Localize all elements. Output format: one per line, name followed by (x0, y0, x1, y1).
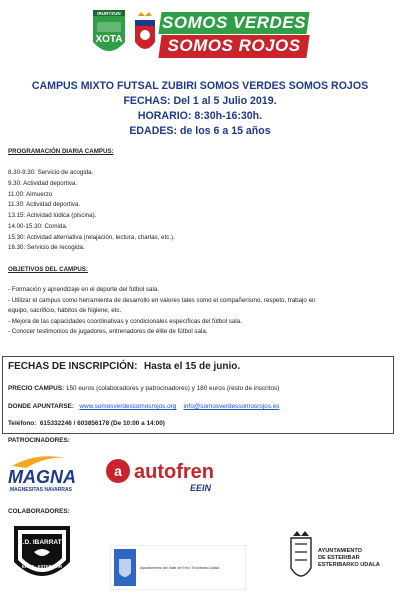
erro-text: Ayuntamiento del Valle de Erro / Erroibarko Udala (140, 566, 220, 570)
telefono-label: Teléfono: (8, 420, 37, 427)
programacion-item: 15.30: Actividad alternativa (relajación, lectura, charlas, etc.). (8, 234, 175, 241)
eein-text: EEIN (190, 483, 212, 493)
esteribar-text (318, 548, 380, 569)
objetivo-item: - Mejora de las capacidades coordinativas y condicionales específicas del fútbol sala. (8, 318, 242, 325)
colaboradores-heading: COLABORADORES: (8, 508, 70, 515)
telefono-text: 615332246 / 603856178 (De 10:00 a 14:00) (39, 420, 165, 427)
objetivo-item: equipo, sacrificio, hábitos de higiene, etc. (8, 307, 122, 314)
donde-label: DONDE APUNTARSE: (8, 403, 75, 410)
svg-text:a: a (114, 463, 122, 479)
precio-row (8, 385, 279, 392)
objetivo-item: - Conocer testimonios de jugadores, entrenadores de élite de fútbol sala. (8, 328, 208, 335)
programacion-item: 11.30: Actividad deportiva. (8, 201, 81, 208)
programacion-heading: PROGRAMACIÓN DIARIA CAMPUS: (8, 148, 114, 155)
xota-top-text: IRURTZUN (97, 11, 121, 16)
autofren-name: autofren (134, 461, 214, 483)
banner-top-text: SOMOS VERDES (162, 13, 306, 32)
esteribar-line1: AYUNTAMIENTO (318, 548, 363, 554)
objetivos-heading: OBJETIVOS DEL CAMPUS: (8, 266, 88, 273)
osasuna-crest-icon (133, 12, 157, 58)
horario-line: HORARIO: 8:30h-16:30h. (137, 110, 263, 122)
autofren-logo (104, 454, 234, 496)
objetivo-item: - Utilizar el campus como herramienta de desarrollo en valores tales como el compañerismo, respeto, trabajo en (8, 297, 316, 304)
edades-line: EDADES: de los 6 a 15 años (129, 125, 271, 137)
erro-ayuntamiento-logo (110, 545, 246, 590)
banner-bottom-text: SOMOS ROJOS (167, 36, 301, 55)
programacion-item: 16.30: Servicio de recogida. (8, 244, 85, 251)
programacion-item: 13.15: Actividad lúdica (piscina). (8, 212, 97, 219)
somos-verdes-banner (158, 12, 309, 34)
xota-logo (90, 8, 128, 62)
magna-sub: MAGNESITAS NAVARRAS (10, 487, 72, 493)
ibarrate-top-text: C.D. IBARRATE (18, 539, 66, 546)
patrocinadores-heading: PATROCINADORES: (8, 437, 70, 444)
inscripcion-deadline: Hasta el 15 de junio. (144, 361, 241, 372)
programacion-item: 14.00-15.30: Comida. (8, 223, 68, 230)
precio-label: PRECIO CAMPUS: (8, 385, 65, 392)
campus-title: CAMPUS MIXTO FUTSAL ZUBIRI SOMOS VERDES SOMOS ROJOS (31, 80, 369, 92)
esteribar-line3: ESTERIBARKO UDALA (318, 562, 380, 568)
website-link[interactable]: www.somosverdessomosrojos.org (79, 403, 177, 410)
cd-ibarrate-crest (10, 522, 74, 590)
telefono-row (8, 420, 165, 427)
programacion-item: 9.30: Actividad deportiva. (8, 180, 78, 187)
objetivo-item: - Formación y aprendizaje en el deporte del fútbol sala. (8, 286, 159, 293)
inscripcion-title: FECHAS DE INSCRIPCIÓN: (8, 361, 138, 372)
xota-name-text: XOTA (95, 34, 123, 45)
programacion-item: 8.30-9.30: Servicio de acogida. (8, 169, 94, 176)
email-link[interactable]: info@somosverdessomosrojos.es (183, 403, 280, 410)
magna-logo (6, 452, 96, 494)
esteribar-crest (288, 530, 314, 586)
ibarrate-bottom-text: ERRO - ESTERIBAR (21, 564, 63, 569)
precio-text: 150 euros (colaboradores y patrocinadores) y 180 euros (resto de inscritos) (65, 385, 280, 392)
somos-rojos-banner (158, 35, 309, 58)
magna-name: MAGNA (8, 467, 76, 487)
donde-row (8, 403, 279, 410)
esteribar-line2: DE ESTERIBAR (318, 555, 360, 561)
programacion-item: 11.00: Almuerzo (8, 191, 53, 198)
fechas-line: FECHAS: Del 1 al 5 Julio 2019. (123, 95, 277, 107)
